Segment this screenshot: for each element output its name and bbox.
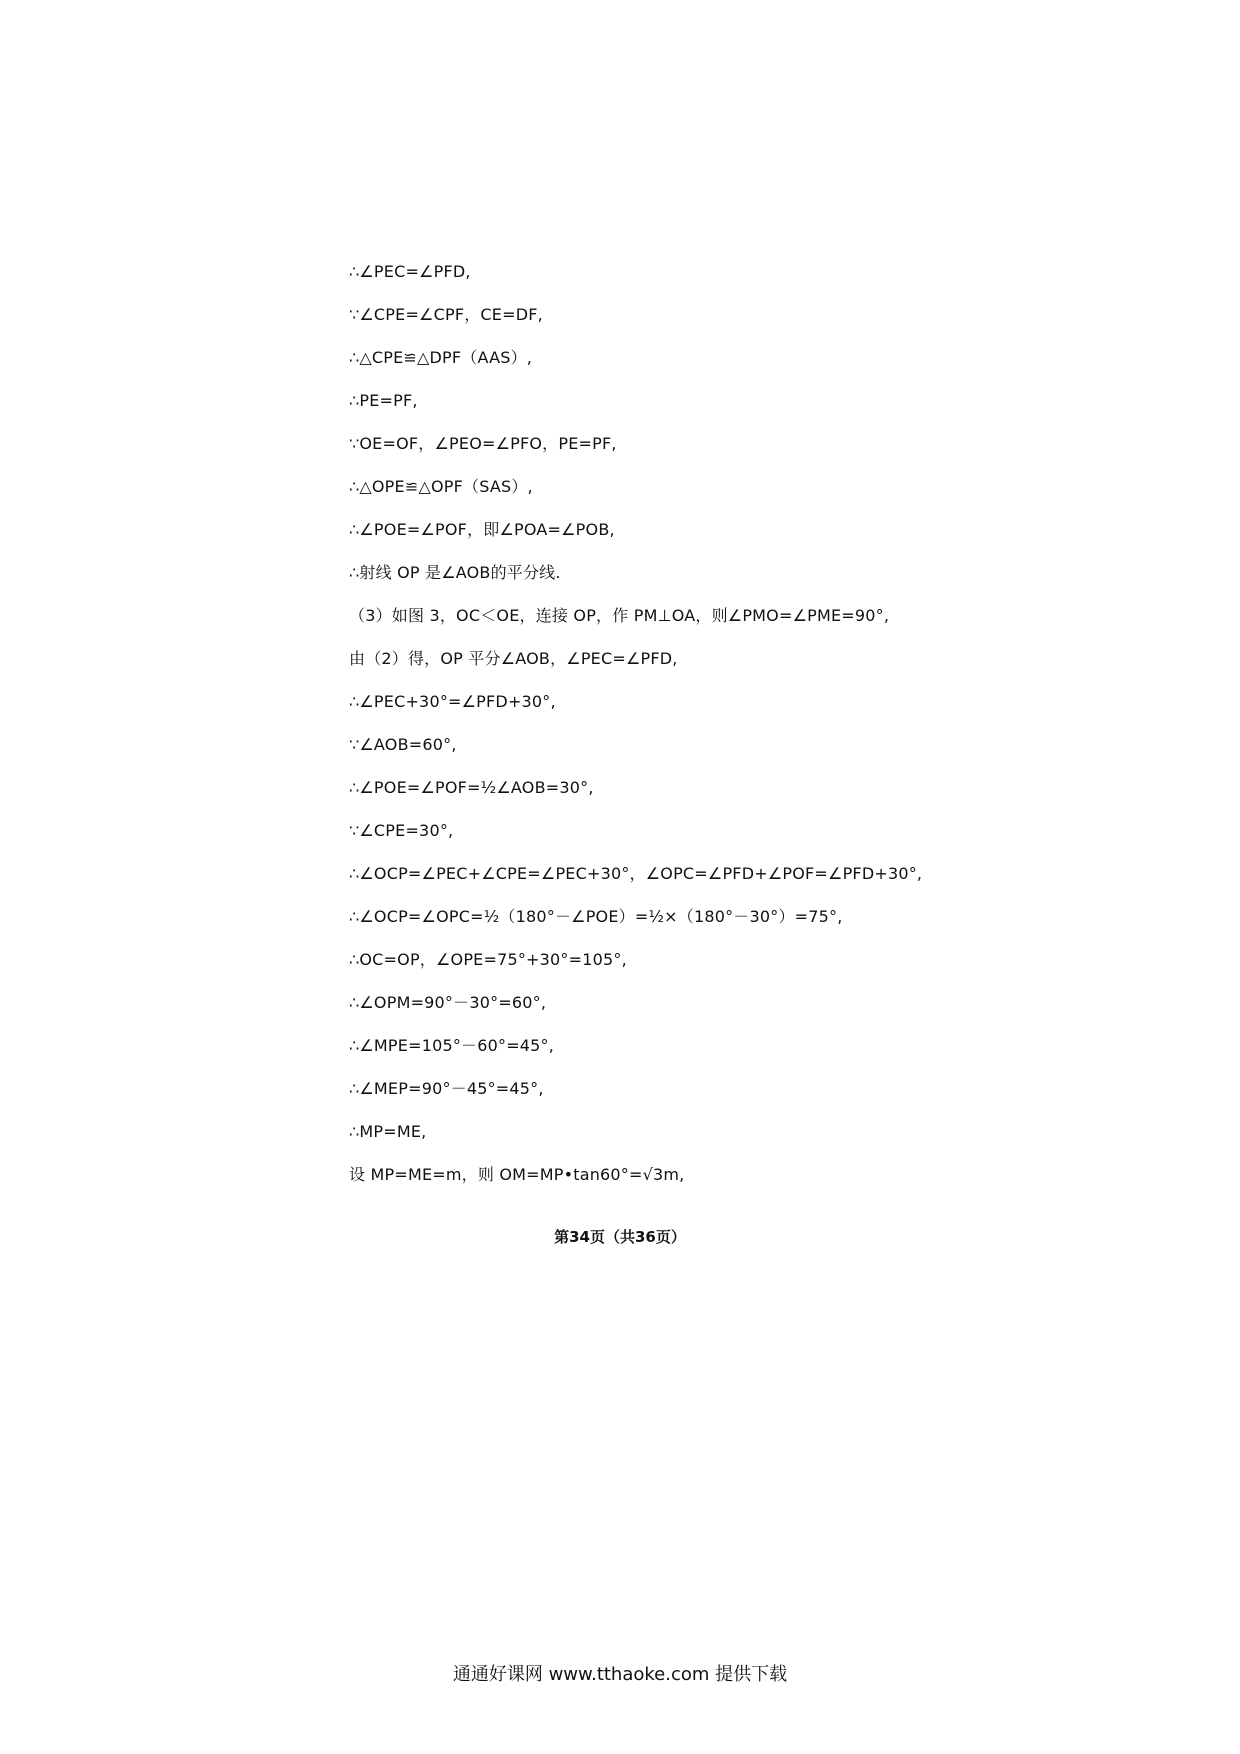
solution-line: ∵∠CPE=30°, [349, 821, 454, 840]
solution-line: ∵∠AOB=60°, [349, 735, 457, 754]
solution-line: ∴PE=PF, [349, 391, 418, 410]
solution-line: ∴∠MPE=105°－60°=45°, [349, 1036, 555, 1055]
solution-line: 由（2）得，OP 平分∠AOB，∠PEC=∠PFD, [349, 649, 678, 668]
solution-line: ∴∠PEC+30°=∠PFD+30°, [349, 692, 556, 711]
solution-line: ∴射线 OP 是∠AOB的平分线. [349, 563, 561, 582]
solution-line: ∵∠CPE=∠CPF，CE=DF, [349, 305, 543, 324]
solution-line: ∴∠POE=∠POF=½∠AOB=30°, [349, 778, 594, 797]
solution-line: ∴∠POE=∠POF，即∠POA=∠POB, [349, 520, 615, 539]
solution-line: ∴MP=ME, [349, 1122, 427, 1141]
solution-line: ∴∠PEC=∠PFD, [349, 262, 471, 281]
solution-line: ∵OE=OF，∠PEO=∠PFO，PE=PF, [349, 434, 617, 453]
solution-line: ∴∠OCP=∠OPC=½（180°－∠POE）=½×（180°－30°）=75°, [349, 907, 843, 926]
solution-line: ∴∠OPM=90°－30°=60°, [349, 993, 547, 1012]
solution-line: （3）如图 3，OC＜OE，连接 OP，作 PM⊥OA，则∠PMO=∠PME=90°, [349, 606, 890, 625]
solution-line: ∴△OPE≌△OPF（SAS）, [349, 477, 533, 496]
page-number: 第34页（共36页） [554, 1228, 686, 1246]
solution-line: 设 MP=ME=m，则 OM=MP•tan60°=√3m, [349, 1165, 685, 1184]
footer-watermark: 通通好课网 www.tthaoke.com 提供下载 [452, 1664, 788, 1685]
solution-line: ∴∠MEP=90°－45°=45°, [349, 1079, 544, 1098]
solution-line: ∴△CPE≌△DPF（AAS）, [349, 348, 533, 367]
solution-line: ∴OC=OP，∠OPE=75°+30°=105°, [349, 950, 627, 969]
solution-line: ∴∠OCP=∠PEC+∠CPE=∠PEC+30°，∠OPC=∠PFD+∠POF=∠PFD+30°, [349, 864, 923, 883]
